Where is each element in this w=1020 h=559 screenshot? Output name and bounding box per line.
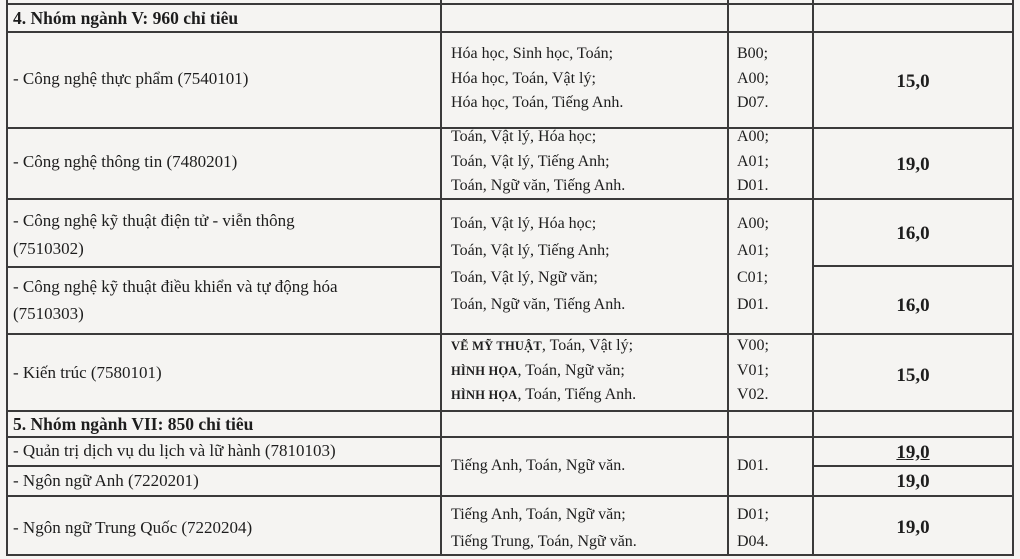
combination-codes: D01. bbox=[737, 457, 769, 474]
code-line: D07. bbox=[737, 94, 769, 111]
group-title: 5. Nhóm ngành VII: 850 chỉ tiêu bbox=[13, 414, 254, 434]
code-line: D01; bbox=[737, 506, 769, 523]
subject-combinations bbox=[451, 42, 623, 116]
major-name-line: - Công nghệ kỹ thuật điều khiển và tự động hóa bbox=[13, 277, 338, 296]
major-name bbox=[13, 207, 295, 263]
combination-codes bbox=[737, 210, 769, 318]
code-line: V01; bbox=[737, 361, 769, 379]
major-code: (7510302) bbox=[13, 239, 84, 258]
code-line: A00; bbox=[737, 215, 769, 232]
table-rule bbox=[812, 265, 1014, 267]
major-name: - Quản trị dịch vụ du lịch và lữ hành (7810103) bbox=[13, 441, 336, 460]
benchmark-score: 19,0 bbox=[896, 442, 930, 463]
subject-line: Tiếng Trung, Toán, Ngữ văn. bbox=[451, 533, 637, 550]
subject-rest: , Toán, Tiếng Anh. bbox=[517, 386, 637, 403]
code-line: V02. bbox=[737, 386, 769, 403]
table-rule bbox=[6, 266, 442, 268]
subject-rest: , Toán, Vật lý; bbox=[541, 337, 634, 354]
code-line: D04. bbox=[737, 533, 769, 550]
subject-line: Toán, Vật lý, Tiếng Anh; bbox=[451, 152, 610, 170]
combination-codes bbox=[737, 501, 769, 555]
benchmark-score: 19,0 bbox=[896, 471, 930, 492]
table-rule bbox=[812, 465, 1014, 467]
subject-line: Toán, Vật lý, Tiếng Anh; bbox=[451, 242, 610, 259]
benchmark-score: 15,0 bbox=[896, 365, 930, 386]
benchmark-score: 19,0 bbox=[896, 154, 930, 175]
code-line: D01. bbox=[737, 177, 769, 194]
code-line: A01; bbox=[737, 152, 769, 170]
major-name: - Kiến trúc (7580101) bbox=[13, 363, 162, 382]
group-title: 4. Nhóm ngành V: 960 chỉ tiêu bbox=[13, 8, 239, 28]
table-rule bbox=[6, 3, 1014, 5]
subject-rest: , Toán, Ngữ văn; bbox=[517, 361, 625, 379]
combination-codes bbox=[737, 42, 769, 116]
major-name: - Ngôn ngữ Anh (7220201) bbox=[13, 471, 199, 490]
table-rule bbox=[6, 465, 442, 467]
code-line: V00; bbox=[737, 337, 769, 354]
subject-caps: HÌNH HỌA bbox=[451, 388, 518, 402]
code-line: A01; bbox=[737, 242, 769, 259]
subject-line: Toán, Vật lý, Hóa học; bbox=[451, 128, 597, 145]
subject-combinations bbox=[451, 334, 636, 408]
major-name bbox=[13, 273, 338, 327]
subject-combinations bbox=[451, 210, 625, 318]
subject-line: Hóa học, Toán, Vật lý; bbox=[451, 69, 596, 87]
table-rule bbox=[6, 436, 1014, 438]
benchmark-score: 19,0 bbox=[896, 517, 930, 538]
subject-combinations: Tiếng Anh, Toán, Ngữ văn. bbox=[451, 457, 626, 474]
subject-combinations bbox=[451, 501, 637, 555]
code-line: D01. bbox=[737, 296, 769, 313]
subject-caps: HÌNH HỌA bbox=[451, 363, 518, 378]
subject-line bbox=[451, 383, 636, 408]
subject-caps: VẼ MỸ THUẬT bbox=[451, 339, 542, 353]
benchmark-score: 16,0 bbox=[896, 223, 930, 244]
subject-line: Tiếng Anh, Toán, Ngữ văn; bbox=[451, 506, 626, 523]
major-name: - Công nghệ thông tin (7480201) bbox=[13, 152, 238, 171]
subject-line: Toán, Ngữ văn, Tiếng Anh. bbox=[451, 296, 626, 313]
benchmark-score: 15,0 bbox=[896, 71, 930, 92]
subject-combinations bbox=[451, 125, 625, 199]
table-rule bbox=[727, 0, 729, 556]
benchmark-score: 16,0 bbox=[896, 295, 930, 316]
major-code: (7510303) bbox=[13, 304, 84, 323]
subject-line bbox=[451, 334, 636, 359]
table-rule bbox=[6, 0, 8, 556]
major-name: - Ngôn ngữ Trung Quốc (7220204) bbox=[13, 518, 253, 537]
major-name: - Công nghệ thực phẩm (7540101) bbox=[13, 69, 249, 88]
subject-line bbox=[451, 359, 636, 384]
code-line: B00; bbox=[737, 45, 769, 62]
subject-line: Hóa học, Sinh học, Toán; bbox=[451, 45, 614, 62]
subject-line: Toán, Vật lý, Hóa học; bbox=[451, 215, 597, 232]
combination-codes bbox=[737, 334, 769, 408]
table-rule bbox=[440, 0, 442, 556]
subject-line: Toán, Ngữ văn, Tiếng Anh. bbox=[451, 177, 626, 194]
table-rule bbox=[6, 495, 1014, 497]
major-name-line: - Công nghệ kỹ thuật điện tử - viễn thông bbox=[13, 211, 295, 230]
table-rule bbox=[1012, 0, 1014, 556]
code-line: A00; bbox=[737, 128, 769, 145]
code-line: A00; bbox=[737, 69, 769, 87]
subject-line: Hóa học, Toán, Tiếng Anh. bbox=[451, 94, 624, 111]
code-line: C01; bbox=[737, 269, 769, 286]
table-rule bbox=[6, 31, 1014, 33]
combination-codes bbox=[737, 125, 769, 199]
subject-line: Toán, Vật lý, Ngữ văn; bbox=[451, 269, 598, 286]
